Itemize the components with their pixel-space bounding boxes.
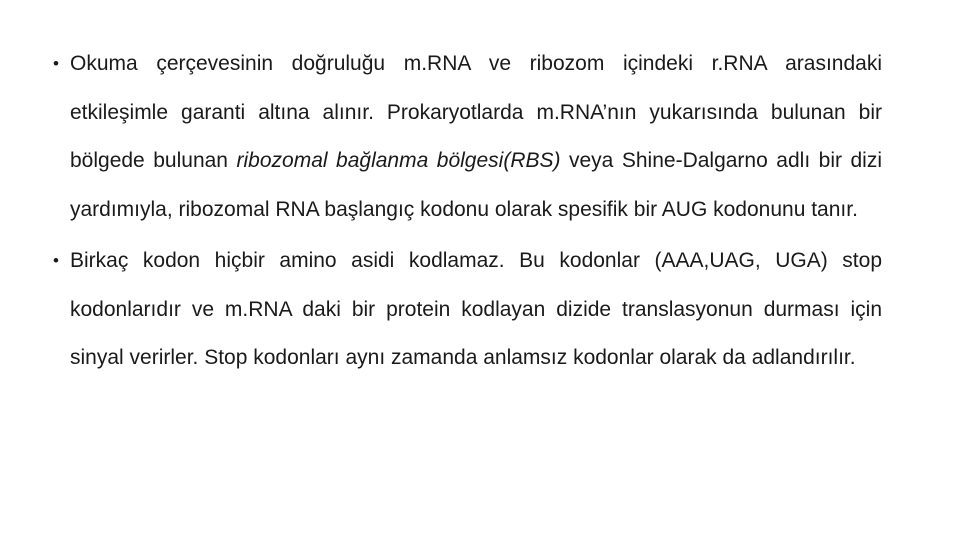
bullet-text-part: veya Shine-Dalgarno adlı bir dizi yardımıyla, ribozomal RNA başlangıç kodonu olarak spesifik bir AUG kodonunu tanır.: [70, 149, 883, 221]
bullet-icon: •: [53, 54, 59, 73]
bullet-text-italic: ribozomal bağlanma bölgesi(RBS): [236, 149, 561, 172]
bullet-item-reading-frame: [50, 40, 882, 234]
bullet-icon: •: [53, 251, 59, 270]
bullet-item-stop-codons: [50, 237, 882, 383]
bullet-text-part: Okuma çerçevesinin doğruluğu m.RNA ve ribozom içindeki r.RNA arasındaki etkileşimle garanti altına alınır. Prokaryotlarda m.RNA’nın yukarısında bulunan bir bölgede bulunan: [70, 52, 882, 172]
bullet-text-part: Birkaç kodon hiçbir amino asidi kodlamaz. Bu kodonlar (AAA,UAG, UGA) stop kodonlarıdır ve m.RNA daki bir protein kodlayan dizide translasyonun durması için sinyal verirler. Stop kodonları aynı zamanda anlamsız kodonlar olarak da adlandırılır.: [70, 249, 882, 369]
bullet-list: [50, 40, 882, 383]
